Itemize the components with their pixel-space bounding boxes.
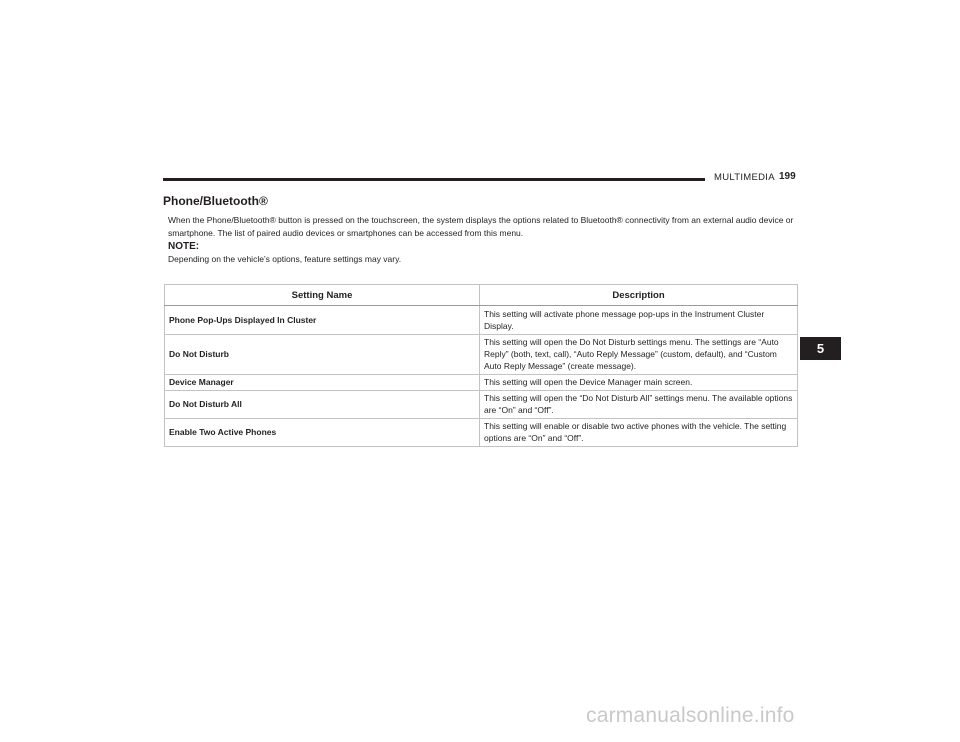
section-title: Phone/Bluetooth® [163, 194, 268, 208]
note-label: NOTE: [168, 241, 200, 252]
watermark[interactable]: carmanualsonline.info [586, 704, 795, 727]
table-row [165, 306, 798, 335]
table-row [165, 391, 798, 419]
intro-paragraph: When the Phone/Bluetooth® button is pressed on the touchscreen, the system displays the options related to Bluetooth® connectivity from an external audio device or smartphone. The list of paired audio devices or smartphones can be accessed from this menu. [168, 215, 794, 238]
setting-name-cell: Device Manager [165, 375, 480, 391]
setting-description-cell: This setting will enable or disable two active phones with the vehicle. The setting options are “On” and “Off”. [480, 419, 798, 447]
setting-description-cell: This setting will open the Device Manager main screen. [480, 375, 798, 391]
setting-description-cell: This setting will open the “Do Not Disturb All” settings menu. The available options are “On” and “Off”. [480, 391, 798, 419]
setting-description-cell: This setting will open the Do Not Disturb settings menu. The settings are “Auto Reply” (both, text, call), “Auto Reply Message” (custom, default), and “Custom Auto Reply Message” (create message). [480, 335, 798, 375]
table-row [165, 375, 798, 391]
chapter-tab: 5 [800, 337, 841, 360]
table-header-row [165, 285, 798, 306]
setting-name-cell: Do Not Disturb [165, 335, 480, 375]
note-text: Depending on the vehicle’s options, feature settings may vary. [168, 254, 402, 264]
settings-table [164, 284, 798, 447]
column-header-setting-name: Setting Name [165, 285, 480, 306]
table-row [165, 419, 798, 447]
header-rule [163, 178, 705, 181]
setting-name-cell: Do Not Disturb All [165, 391, 480, 419]
setting-description-cell: This setting will activate phone message pop-ups in the Instrument Cluster Display. [480, 306, 798, 335]
running-header-section: MULTIMEDIA [714, 172, 775, 183]
table-row [165, 335, 798, 375]
setting-name-cell: Phone Pop-Ups Displayed In Cluster [165, 306, 480, 335]
setting-name-cell: Enable Two Active Phones [165, 419, 480, 447]
page-number: 199 [779, 171, 796, 182]
column-header-description: Description [480, 285, 798, 306]
